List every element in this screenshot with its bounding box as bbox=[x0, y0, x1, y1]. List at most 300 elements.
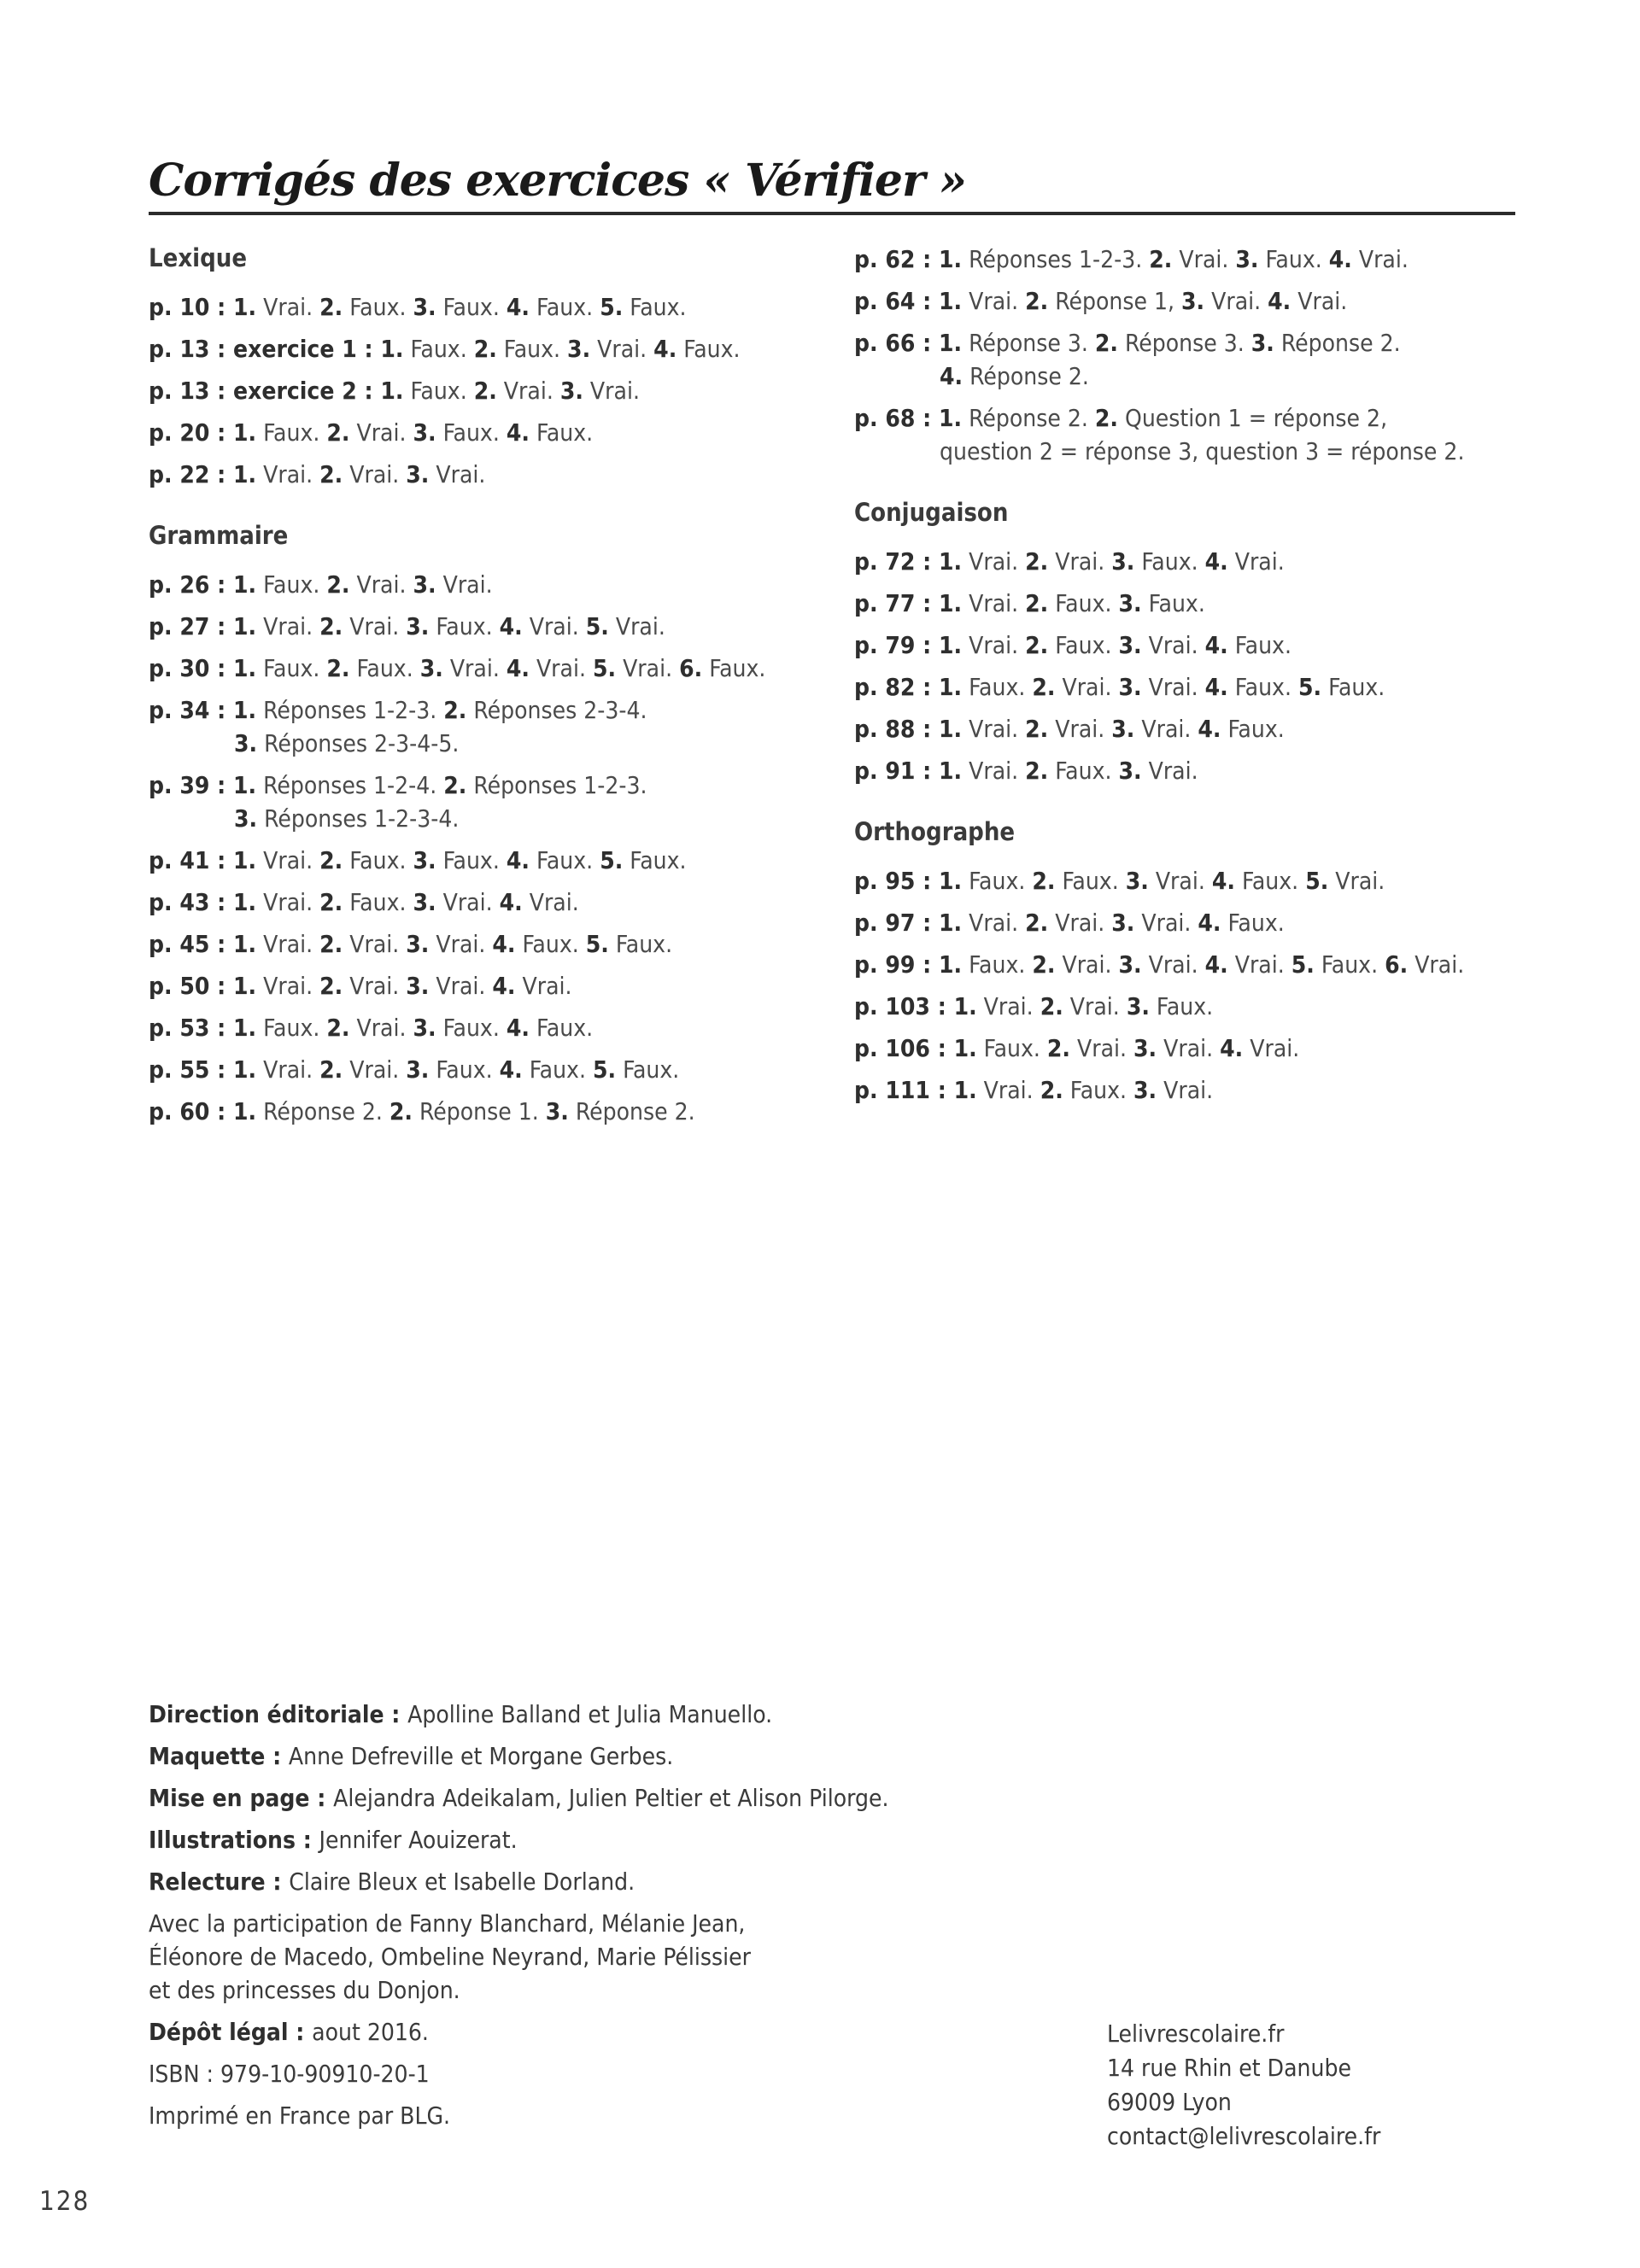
text-run: Vrai. bbox=[583, 377, 640, 405]
bold-run: p. 26 : bbox=[149, 570, 234, 599]
answer-entry bbox=[149, 416, 832, 449]
section-gap bbox=[149, 500, 832, 520]
bold-run: 2. bbox=[1025, 715, 1049, 743]
bold-run: 3. bbox=[234, 729, 258, 757]
bold-run: 5. bbox=[592, 654, 617, 682]
publisher-name: Lelivrescolaire.fr bbox=[1107, 2020, 1285, 2048]
bold-run: p. 72 : bbox=[854, 547, 940, 576]
credit-line bbox=[149, 1823, 1003, 1856]
answer-entry bbox=[149, 610, 832, 643]
answer-entry bbox=[854, 864, 1520, 897]
answer-entry bbox=[854, 754, 1520, 787]
answer-entry bbox=[149, 458, 832, 491]
bold-run: 3. bbox=[1111, 909, 1135, 937]
text-run: Vrai. bbox=[429, 972, 493, 1000]
text-run: Faux. bbox=[343, 846, 413, 874]
bold-run: 1. bbox=[939, 547, 963, 576]
bold-run: 2. bbox=[319, 972, 343, 1000]
conjugaison-entries bbox=[854, 545, 1520, 787]
text-run: Vrai. bbox=[429, 460, 486, 488]
text-run: Faux. bbox=[1149, 992, 1214, 1020]
bold-run: 3. bbox=[1133, 1076, 1157, 1104]
entry-line bbox=[854, 754, 1520, 787]
text-run: Vrai. bbox=[343, 612, 407, 640]
entry-line bbox=[149, 844, 832, 877]
text-run: Vrai. bbox=[256, 930, 320, 958]
text-run: Vrai. bbox=[1141, 631, 1205, 659]
bold-run: p. 53 : bbox=[149, 1014, 234, 1042]
bold-run: 1. bbox=[939, 909, 963, 937]
text-run: Vrai. bbox=[1055, 950, 1119, 979]
bold-run: 1. bbox=[953, 1076, 977, 1104]
text-run: Faux. bbox=[436, 1014, 507, 1042]
text-run: Faux. bbox=[1258, 245, 1329, 273]
bold-run: Mise en page : bbox=[149, 1784, 334, 1812]
text-run: Vrai. bbox=[1134, 909, 1198, 937]
answer-entry bbox=[149, 290, 832, 324]
bold-run: 4. bbox=[1198, 909, 1221, 937]
bold-run: 3. bbox=[406, 460, 430, 488]
bold-run: 2. bbox=[319, 1055, 343, 1084]
bold-run: 6. bbox=[679, 654, 703, 682]
text-run: Faux. bbox=[522, 1055, 593, 1084]
bold-run: p. 22 : bbox=[149, 460, 234, 488]
bold-run: 1. bbox=[939, 245, 963, 273]
entry-line bbox=[149, 727, 832, 760]
bold-run: 2. bbox=[1094, 404, 1119, 432]
text-run: Vrai. bbox=[343, 972, 407, 1000]
page-title bbox=[149, 155, 1515, 215]
bold-run: 3. bbox=[413, 1014, 436, 1042]
bold-run: 1. bbox=[939, 867, 963, 895]
bold-run: 3. bbox=[413, 888, 436, 916]
text-run: Faux. bbox=[436, 293, 507, 321]
text-run: Vrai. bbox=[608, 612, 665, 640]
publisher-street: 14 rue Rhin et Danube bbox=[1107, 2054, 1351, 2082]
bold-run: 3. bbox=[406, 1055, 430, 1084]
text-run: Vrai. bbox=[1141, 950, 1205, 979]
text-run: Faux. bbox=[256, 418, 327, 447]
bold-run: p. 91 : bbox=[854, 757, 940, 785]
text-run: Apolline Balland et Julia Manuello. bbox=[407, 1700, 773, 1728]
bold-run: 2. bbox=[1025, 631, 1049, 659]
answer-entry bbox=[149, 1011, 832, 1044]
text-run: Vrai. bbox=[1328, 867, 1385, 895]
text-run: Réponses 1-2-3-4. bbox=[257, 804, 460, 833]
text-run: Vrai. bbox=[436, 570, 493, 599]
entry-line bbox=[149, 416, 832, 449]
text-run: Faux. bbox=[529, 846, 600, 874]
bold-run: 1. bbox=[939, 329, 963, 357]
bold-run: 2. bbox=[1149, 245, 1173, 273]
bold-run: 1. bbox=[939, 673, 963, 701]
bold-run: 1. bbox=[233, 930, 257, 958]
text-run: Vrai. bbox=[343, 930, 407, 958]
section-heading-conjugaison: Conjugaison bbox=[854, 498, 1009, 527]
text-run: Faux. bbox=[1321, 673, 1385, 701]
entry-line bbox=[149, 1865, 1003, 1898]
answer-entry bbox=[149, 652, 832, 685]
text-run: et des princesses du Donjon. bbox=[149, 1976, 460, 2004]
bold-run: 3. bbox=[413, 293, 436, 321]
bold-run: 2. bbox=[443, 696, 467, 724]
answer-entry bbox=[149, 927, 832, 961]
text-run: Vrai. bbox=[590, 335, 654, 363]
entry-line bbox=[149, 1011, 832, 1044]
bold-run: 4. bbox=[1198, 715, 1221, 743]
answer-entry bbox=[854, 243, 1520, 276]
text-run: Faux. bbox=[529, 418, 594, 447]
bold-run: 4. bbox=[506, 846, 530, 874]
bold-run: 1. bbox=[233, 570, 257, 599]
text-run: Réponse 2. bbox=[962, 404, 1095, 432]
bold-run: 1. bbox=[233, 888, 257, 916]
bold-run: 2. bbox=[319, 888, 343, 916]
bold-run: 2. bbox=[1025, 287, 1049, 315]
bold-run: 4. bbox=[1268, 287, 1292, 315]
text-run: Vrai. bbox=[1172, 245, 1236, 273]
section-heading-lexique: Lexique bbox=[149, 243, 248, 272]
credit-line bbox=[149, 1907, 1003, 2007]
bold-run: Illustrations : bbox=[149, 1826, 319, 1854]
bold-run: 3. bbox=[1181, 287, 1205, 315]
text-run: Vrai. bbox=[1243, 1034, 1300, 1062]
bold-run: 4. bbox=[492, 930, 516, 958]
entry-line bbox=[854, 712, 1520, 745]
text-run: Vrai. bbox=[349, 570, 413, 599]
text-run: Vrai. bbox=[962, 287, 1026, 315]
credit-line bbox=[149, 1739, 1003, 1773]
text-run: Vrai. bbox=[962, 547, 1026, 576]
credit-line bbox=[149, 2057, 1003, 2090]
text-run: Vrai. bbox=[1351, 245, 1409, 273]
bold-run: 1. bbox=[953, 1034, 977, 1062]
text-run: Vrai. bbox=[1048, 909, 1112, 937]
bold-run: p. 60 : bbox=[149, 1097, 234, 1125]
bold-run: 5. bbox=[585, 612, 609, 640]
text-run: Avec la participation de Fanny Blanchard, Mélanie Jean, bbox=[149, 1909, 746, 1938]
bold-run: p. 64 : bbox=[854, 287, 940, 315]
bold-run: 3. bbox=[1111, 547, 1135, 576]
entry-line bbox=[149, 802, 832, 835]
entry-line bbox=[854, 545, 1520, 578]
bold-run: p. 30 : bbox=[149, 654, 234, 682]
bold-run: 2. bbox=[443, 771, 467, 799]
answer-entry bbox=[854, 948, 1520, 981]
bold-run: 1. bbox=[233, 460, 257, 488]
bold-run: 5. bbox=[600, 293, 624, 321]
text-run: Faux. bbox=[676, 335, 741, 363]
text-run: Réponse 2. bbox=[963, 362, 1089, 390]
text-run: Vrai. bbox=[429, 930, 493, 958]
text-run: Vrai. bbox=[1148, 867, 1212, 895]
bold-run: 2. bbox=[326, 418, 350, 447]
bold-run: p. 68 : bbox=[854, 404, 940, 432]
bold-run: 2. bbox=[473, 377, 497, 405]
answer-entry bbox=[854, 1073, 1520, 1107]
bold-run: p. 106 : bbox=[854, 1034, 954, 1062]
bold-run: Dépôt légal : bbox=[149, 2018, 313, 2046]
text-run: Réponse 1. bbox=[413, 1097, 546, 1125]
bold-run: p. 43 : bbox=[149, 888, 234, 916]
bold-run: 6. bbox=[1385, 950, 1409, 979]
answer-entry bbox=[854, 326, 1520, 393]
bold-run: 2. bbox=[319, 930, 343, 958]
text-run: Vrai. bbox=[1204, 287, 1268, 315]
text-run: Faux. bbox=[429, 1055, 500, 1084]
bold-run: Relecture : bbox=[149, 1868, 290, 1896]
text-run: question 2 = réponse 3, question 3 = réponse 2. bbox=[940, 437, 1465, 465]
credit-line bbox=[149, 2015, 1003, 2049]
bold-run: 1. bbox=[233, 1055, 257, 1084]
bold-run: 4. bbox=[1204, 673, 1228, 701]
section-gap bbox=[854, 476, 1520, 497]
entry-line bbox=[854, 628, 1520, 662]
bold-run: p. 10 : bbox=[149, 293, 234, 321]
grammaire-entries bbox=[149, 568, 832, 1128]
text-run: Faux. bbox=[616, 1055, 680, 1084]
answer-entry bbox=[149, 568, 832, 601]
entry-line bbox=[149, 610, 832, 643]
entry-line bbox=[854, 1073, 1520, 1107]
bold-run: 2. bbox=[1025, 909, 1049, 937]
answer-entry bbox=[854, 587, 1520, 620]
publisher-address bbox=[1107, 2017, 1534, 2154]
text-run: Faux. bbox=[702, 654, 766, 682]
bold-run: 2. bbox=[389, 1097, 413, 1125]
bold-run: 1. bbox=[380, 335, 404, 363]
answer-entry bbox=[854, 670, 1520, 704]
bold-run: 1. bbox=[939, 950, 963, 979]
bold-run: 2. bbox=[319, 612, 343, 640]
answer-entry bbox=[149, 844, 832, 877]
bold-run: 4. bbox=[653, 335, 677, 363]
bold-run: 1. bbox=[233, 972, 257, 1000]
text-run: Faux. bbox=[349, 654, 420, 682]
text-run: Réponse 3. bbox=[1118, 329, 1251, 357]
text-run: Anne Defreville et Morgane Gerbes. bbox=[288, 1742, 674, 1770]
text-run: Faux. bbox=[1221, 715, 1285, 743]
section-gap bbox=[854, 796, 1520, 816]
bold-run: 4. bbox=[499, 888, 523, 916]
bold-run: 3. bbox=[1118, 757, 1142, 785]
entry-line bbox=[149, 2099, 1003, 2132]
entry-line bbox=[149, 1973, 1003, 2007]
answer-entry bbox=[854, 401, 1520, 468]
text-run: Vrai. bbox=[522, 888, 579, 916]
text-run: Vrai. bbox=[616, 654, 680, 682]
bold-run: p. 45 : bbox=[149, 930, 234, 958]
bold-run: 4. bbox=[506, 418, 530, 447]
text-run: Vrai. bbox=[343, 1055, 407, 1084]
text-run: Vrai. bbox=[515, 972, 572, 1000]
bold-run: 3. bbox=[413, 570, 436, 599]
right-column bbox=[854, 243, 1520, 1115]
entry-line bbox=[854, 1032, 1520, 1065]
bold-run: 2. bbox=[1046, 1034, 1071, 1062]
entry-line bbox=[149, 927, 832, 961]
bold-run: 2. bbox=[326, 1014, 350, 1042]
entry-line bbox=[854, 864, 1520, 897]
bold-run: 1. bbox=[380, 377, 404, 405]
entry-line bbox=[149, 969, 832, 1002]
entry-line bbox=[149, 1823, 1003, 1856]
text-run: Faux. bbox=[1134, 547, 1205, 576]
bold-run: 3. bbox=[234, 804, 258, 833]
entry-line bbox=[854, 401, 1520, 435]
bold-run: 4. bbox=[492, 972, 516, 1000]
bold-run: p. 79 : bbox=[854, 631, 940, 659]
text-run: Vrai. bbox=[962, 715, 1026, 743]
entry-line bbox=[149, 652, 832, 685]
entry-line bbox=[149, 332, 832, 365]
bold-run: 4. bbox=[499, 1055, 523, 1084]
entry-line bbox=[854, 948, 1520, 981]
text-run: Faux. bbox=[429, 612, 500, 640]
text-run: Faux. bbox=[962, 867, 1033, 895]
text-run: Faux. bbox=[623, 846, 687, 874]
text-run: Faux. bbox=[515, 930, 586, 958]
text-run: Faux. bbox=[496, 335, 568, 363]
text-run: Faux. bbox=[403, 335, 474, 363]
bold-run: 1. bbox=[233, 771, 257, 799]
text-run: Vrai. bbox=[256, 612, 320, 640]
bold-run: 3. bbox=[413, 846, 436, 874]
entry-line bbox=[149, 1698, 1003, 1731]
bold-run: 2. bbox=[319, 846, 343, 874]
text-run: Vrai. bbox=[962, 631, 1026, 659]
bold-run: p. 13 : exercice 2 : bbox=[149, 377, 381, 405]
entry-line bbox=[854, 359, 1520, 393]
entry-line bbox=[149, 458, 832, 491]
bold-run: Maquette : bbox=[149, 1742, 289, 1770]
text-run: Vrai. bbox=[1141, 757, 1198, 785]
section-heading-grammaire: Grammaire bbox=[149, 521, 289, 550]
entry-line bbox=[854, 326, 1520, 359]
page-number: 128 bbox=[39, 2186, 91, 2217]
text-run: Vrai. bbox=[256, 293, 320, 321]
text-run: Faux. bbox=[343, 888, 413, 916]
bold-run: 4. bbox=[506, 293, 530, 321]
bold-run: p. 41 : bbox=[149, 846, 234, 874]
text-run: Faux. bbox=[256, 654, 327, 682]
bold-run: 4. bbox=[940, 362, 964, 390]
bold-run: p. 82 : bbox=[854, 673, 940, 701]
bold-run: 5. bbox=[1297, 673, 1322, 701]
entry-line bbox=[854, 670, 1520, 704]
text-run: Vrai. bbox=[1070, 1034, 1134, 1062]
bold-run: 1. bbox=[939, 631, 963, 659]
text-run: Faux. bbox=[1048, 631, 1119, 659]
bold-run: 4. bbox=[1220, 1034, 1244, 1062]
text-run: Vrai. bbox=[529, 654, 593, 682]
bold-run: p. 20 : bbox=[149, 418, 234, 447]
text-run: Alejandra Adeikalam, Julien Peltier et Alison Pilorge. bbox=[333, 1784, 889, 1812]
text-run: Vrai. bbox=[256, 972, 320, 1000]
entry-line bbox=[854, 243, 1520, 276]
bold-run: 3. bbox=[567, 335, 591, 363]
publisher-city: 69009 Lyon bbox=[1107, 2088, 1232, 2116]
entry-line bbox=[854, 587, 1520, 620]
text-run: Faux. bbox=[436, 846, 507, 874]
text-run: Faux. bbox=[962, 950, 1033, 979]
bold-run: 2. bbox=[1025, 589, 1049, 617]
bold-run: 2. bbox=[1040, 992, 1063, 1020]
credit-line bbox=[149, 1865, 1003, 1898]
bold-run: 3. bbox=[413, 418, 436, 447]
text-run: Réponses 1-2-3. bbox=[256, 696, 444, 724]
answer-entry bbox=[149, 769, 832, 835]
bold-run: p. 13 : exercice 1 : bbox=[149, 335, 381, 363]
bold-run: 3. bbox=[1126, 992, 1150, 1020]
answer-entry bbox=[149, 374, 832, 407]
text-run: Faux. bbox=[1314, 950, 1385, 979]
text-run: Vrai. bbox=[1408, 950, 1465, 979]
bold-run: 1. bbox=[953, 992, 977, 1020]
bold-run: 3. bbox=[1118, 950, 1142, 979]
text-run: Faux. bbox=[436, 418, 507, 447]
bold-run: 1. bbox=[233, 1097, 257, 1125]
text-run: Vrai. bbox=[1055, 673, 1119, 701]
bold-run: 2. bbox=[1032, 950, 1056, 979]
answer-entry bbox=[854, 284, 1520, 318]
bold-run: p. 99 : bbox=[854, 950, 940, 979]
bold-run: 3. bbox=[1118, 589, 1142, 617]
text-run: Faux. bbox=[343, 293, 413, 321]
bold-run: p. 111 : bbox=[854, 1076, 954, 1104]
answer-entry bbox=[854, 712, 1520, 745]
text-run: Réponses 2-3-4-5. bbox=[257, 729, 460, 757]
bold-run: 1. bbox=[233, 612, 257, 640]
text-run: Vrai. bbox=[962, 909, 1026, 937]
bold-run: p. 77 : bbox=[854, 589, 940, 617]
text-run: Faux. bbox=[529, 1014, 594, 1042]
entry-line bbox=[149, 1940, 1003, 1973]
bold-run: 1. bbox=[233, 1014, 257, 1042]
entry-line bbox=[854, 284, 1520, 318]
left-column bbox=[149, 243, 832, 1137]
text-run: Vrai. bbox=[1134, 715, 1198, 743]
text-run: Vrai. bbox=[496, 377, 560, 405]
entry-line bbox=[149, 886, 832, 919]
bold-run: 3. bbox=[1118, 631, 1142, 659]
text-run: Question 1 = réponse 2, bbox=[1118, 404, 1388, 432]
bold-run: 3. bbox=[419, 654, 443, 682]
bold-run: 5. bbox=[1305, 867, 1329, 895]
answer-entry bbox=[149, 1095, 832, 1128]
text-run: Vrai. bbox=[349, 418, 413, 447]
bold-run: 1. bbox=[939, 404, 963, 432]
answer-entry bbox=[854, 545, 1520, 578]
answer-entry bbox=[854, 906, 1520, 939]
text-run: Faux. bbox=[1234, 867, 1306, 895]
bold-run: p. 39 : bbox=[149, 771, 234, 799]
text-run: Réponse 1, bbox=[1048, 287, 1182, 315]
entry-line bbox=[854, 906, 1520, 939]
entry-line bbox=[149, 1053, 832, 1086]
text-run: Faux. bbox=[256, 570, 327, 599]
text-run: Réponses 1-2-3. bbox=[466, 771, 647, 799]
text-run: Réponses 1-2-3. bbox=[962, 245, 1150, 273]
answer-entry bbox=[149, 332, 832, 365]
text-run: Vrai. bbox=[976, 1076, 1040, 1104]
bold-run: 1. bbox=[939, 757, 963, 785]
text-run: Faux. bbox=[1227, 673, 1298, 701]
bold-run: 2. bbox=[1032, 673, 1056, 701]
text-run: Vrai. bbox=[256, 846, 320, 874]
credit-line bbox=[149, 2099, 1003, 2132]
text-run: Réponse 2. bbox=[256, 1097, 390, 1125]
